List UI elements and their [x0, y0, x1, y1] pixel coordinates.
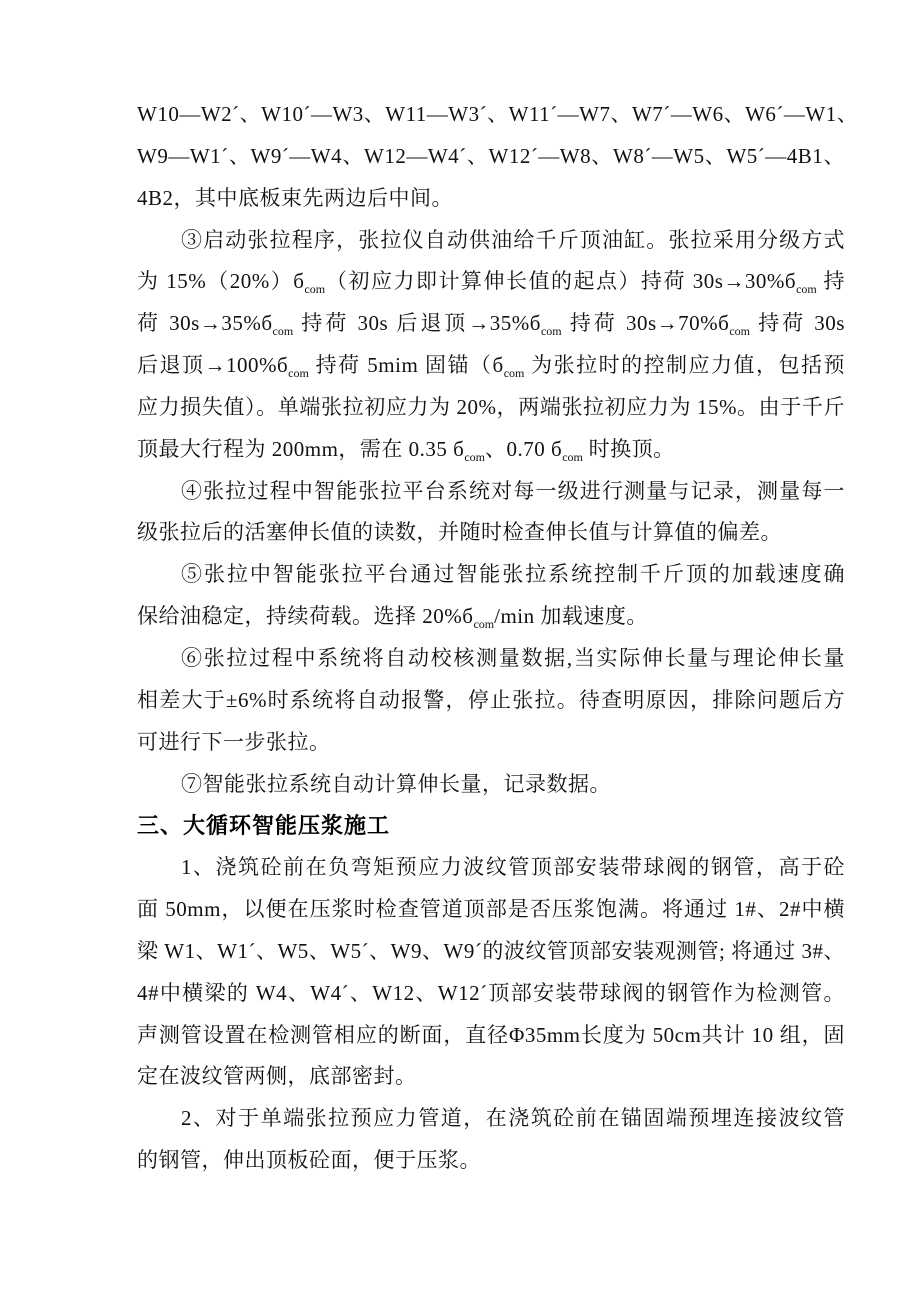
text-line: 保给油稳定，持续荷载。选择 $20\%б_{com}/\min$ 加载速度。 [137, 604, 648, 632]
text-line: 4B2，其中底板束先两边后中间。 [137, 185, 454, 210]
subscript-text: com [503, 366, 525, 381]
subscript-text: com [729, 324, 750, 339]
subscript-text: com [288, 366, 309, 381]
text-line: 顶最大行程为 200mm，需在 0.35 $б_{com}$、0.70 $б_{com}$ 时换顶。 [137, 436, 675, 464]
document-body [137, 94, 859, 1182]
text-line: ⑤张拉中智能张拉平台通过智能张拉系统控制千斤顶的加载速度确 [181, 562, 845, 587]
text-line: 后退顶$\to 100\%б_{com}$ 持荷 5mim 固锚（$б_{com}$ 为张拉时的控制应力值，包括预 [137, 353, 845, 381]
text-line: 声测管设置在检测管相应的断面，直径Φ35mm长度为 50cm共计 10 组，固 [137, 1022, 845, 1047]
section-heading: 三、大循环智能压浆施工 [137, 813, 391, 839]
subscript-text: com [540, 324, 562, 339]
text-line: 定在波纹管两侧，底部密封。 [137, 1064, 417, 1089]
text-line: ⑥张拉过程中系统将自动校核测量数据,当实际伸长量与理论伸长量 [181, 645, 845, 670]
subscript-text: com [473, 617, 495, 632]
text-line: 4#中横梁的 W4、W4´、W12、W12´顶部安装带球阀的钢管作为检测管。 [137, 980, 845, 1005]
subscript-text: com [304, 282, 326, 297]
text-line: 梁 W1、W1´、W5、W5´、W9、W9´的波纹管顶部安装观测管; 将通过 3#、 [137, 938, 845, 963]
subscript-text: com [272, 324, 294, 339]
subscript-text: com [464, 449, 486, 464]
text-line: 应力损失值）。单端张拉初应力为 20%，两端张拉初应力为 15%。由于千斤 [137, 394, 845, 419]
text-line: W9—W1´、W9´—W4、W12—W4´、W12´—W8、W8´—W5、W5´—4B1、 [137, 143, 845, 168]
text-line: 2、对于单端张拉预应力管道，在浇筑砼前在锚固端预埋连接波纹管 [181, 1106, 845, 1131]
subscript-text: com [796, 282, 817, 297]
text-line: 荷 $30s\to 35\%б_{com}$ 持荷 30s 后退顶$\to 35\%б_{com}$ 持荷 $30s\to 70\%б_{com}$ 持荷 30s [137, 311, 845, 339]
text-line: 的钢管，伸出顶板砼面，便于压浆。 [137, 1148, 481, 1173]
text-line: ⑦智能张拉系统自动计算伸长量，记录数据。 [181, 771, 611, 796]
text-line: ③启动张拉程序，张拉仪自动供油给千斤顶油缸。张拉采用分级方式 [181, 227, 845, 252]
text-line: 为 $15\%(20\%)б_{com}$（初应力即计算伸长值的起点）持荷 $30s\to 30\%б_{com}$ 持 [137, 269, 845, 297]
text-line: 1、浇筑砼前在负弯矩预应力波纹管顶部安装带球阀的钢管，高于砼 [181, 855, 845, 880]
text-line: W10—W2´、W10´—W3、W11—W3´、W11´—W7、W7´—W6、W6´—W1、 [137, 102, 859, 126]
subscript-text: com [562, 449, 583, 464]
text-line: 级张拉后的活塞伸长值的读数，并随时检查伸长值与计算值的偏差。 [137, 520, 782, 545]
text-line: 可进行下一步张拉。 [137, 729, 331, 754]
text-line: 面 50mm，以便在压浆时检查管道顶部是否压浆饱满。将通过 1#、2#中横 [137, 897, 845, 922]
text-line: ④张拉过程中智能张拉平台系统对每一级进行测量与记录，测量每一 [181, 478, 845, 503]
text-line: 相差大于±6%时系统将自动报警，停止张拉。待查明原因，排除问题后方 [137, 687, 845, 712]
